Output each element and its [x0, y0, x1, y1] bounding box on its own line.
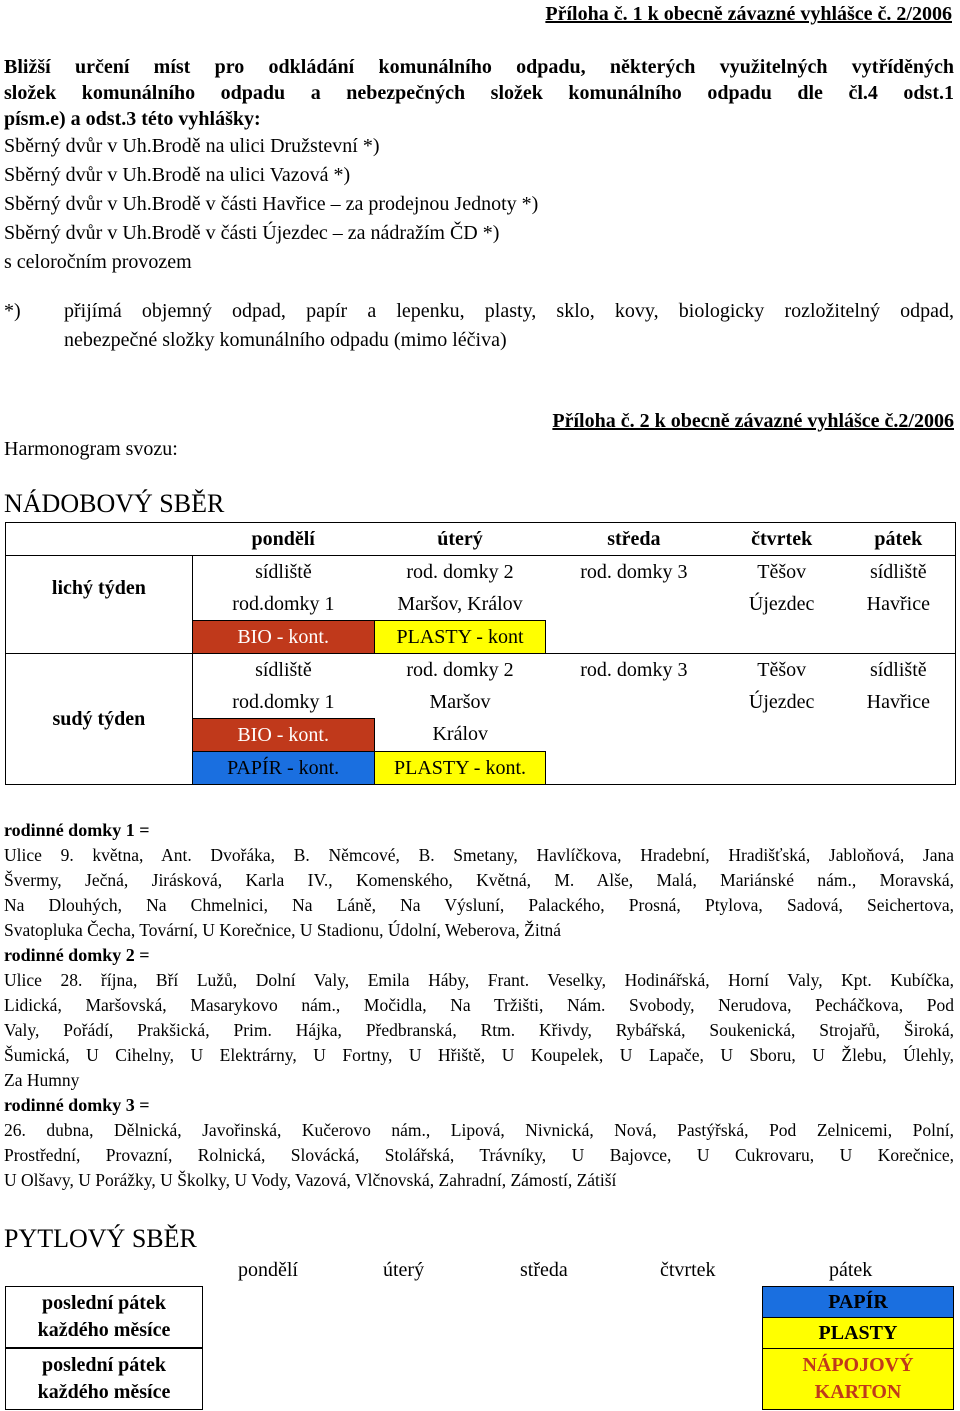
empty-cell [546, 752, 722, 785]
schedule-cell: sídliště [192, 654, 374, 687]
day-header: pondělí [192, 523, 374, 556]
rd1-line: Švermy, Ječná, Jirásková, Karla IV., Komenského, Květná, M. Alše, Malá, Mariánské nám., Moravská, [4, 870, 954, 890]
plastic-container-badge: PLASTY - kont. [374, 752, 546, 785]
site-item: Sběrný dvůr v Uh.Brodě na ulici Vazová *) [4, 164, 351, 186]
section-bag-collection: PYTLOVÝ SBĚR [4, 1224, 197, 1253]
schedule-cell: Těšov [722, 654, 842, 687]
bag-row-label-line: každého měsíce [37, 1319, 171, 1341]
schedule-cell: Těšov [722, 556, 842, 589]
odd-week-label: lichý týden [6, 556, 193, 621]
rd1-line: Svatopluka Čecha, Tovární, U Korečnice, U Stadionu, Údolní, Weberova, Žitná [4, 920, 562, 940]
bag-day-header: úterý [383, 1259, 425, 1281]
site-item: Sběrný dvůr v Uh.Brodě na ulici Družstevní *) [4, 135, 380, 157]
footnote-line: přijímá objemný odpad, papír a lepenku, plasty, sklo, kovy, biologicky rozložitelný odpad, [64, 300, 954, 322]
schedule-cell: Havřice [842, 686, 956, 719]
schedule-cell: rod.domky 1 [232, 592, 335, 615]
bag-day-header: středa [520, 1259, 568, 1281]
carton-line: KARTON [814, 1381, 902, 1403]
footnote-text [64, 297, 954, 355]
rd2-line: Valy, Pořádí, Prakšická, Prim. Hájka, Předbranská, Rtm. Křivdy, Rybářská, Soukenická, Strojařů, Široká, [4, 1020, 954, 1040]
title-line: složek komunálního odpadu a nebezpečných složek komunálního odpadu dle čl.4 odst.1 [4, 82, 954, 104]
empty-cell [842, 719, 956, 752]
plastic-bag-badge: PLASTY [762, 1317, 954, 1349]
schedule-cell: rod. domky 2 [374, 556, 546, 589]
bio-container-badge: BIO - kont. [192, 719, 374, 752]
schedule-cell: rod.domky 1 [232, 690, 335, 713]
empty-cell [722, 752, 842, 785]
rd1-title: rodinné domky 1 = [4, 820, 150, 840]
bag-row-label-line: poslední pátek [42, 1354, 166, 1376]
empty-cell [722, 621, 842, 654]
bag-row-label [5, 1348, 203, 1410]
site-item: Sběrný dvůr v Uh.Brodě v části Havřice – za prodejnou Jednoty *) [4, 193, 539, 215]
empty-cell [842, 752, 956, 785]
rd2-line: Za Humny [4, 1070, 80, 1090]
bio-container-badge: BIO - kont. [192, 621, 374, 654]
schedule-cell: Havřice [842, 588, 956, 621]
schedule-cell: Maršov [429, 690, 491, 713]
annex1-title [4, 54, 954, 132]
schedule-cell: sídliště [842, 654, 956, 687]
empty-cell [546, 719, 722, 752]
schedule-cell: Králov [432, 723, 489, 746]
footnote-mark: *) [4, 300, 21, 322]
street-lists [4, 818, 954, 1193]
empty-cell [546, 621, 722, 654]
day-header: pátek [842, 523, 956, 556]
paper-bag-badge: PAPÍR [762, 1286, 954, 1318]
footnote-line: nebezpečné složky komunálního odpadu (mimo léčiva) [64, 329, 507, 351]
title-line: písm.e) a odst.3 této vyhlášky: [4, 108, 261, 130]
container-schedule-table [5, 522, 956, 785]
schedule-cell: sídliště [192, 556, 374, 589]
annex1-heading: Příloha č. 1 k obecně závazné vyhlášce č. 2/2006 [545, 3, 952, 25]
title-line: Bližší určení míst pro odkládání komunálního odpadu, některých využitelných vytříděných [4, 56, 954, 78]
plastic-container-badge: PLASTY - kont [374, 621, 546, 654]
schedule-cell: rod. domky 2 [374, 654, 546, 687]
empty-cell [842, 621, 956, 654]
paper-container-badge: PAPÍR - kont. [192, 752, 374, 785]
bag-row-label [5, 1286, 203, 1348]
rd2-title: rodinné domky 2 = [4, 945, 150, 965]
bag-row-label-line: poslední pátek [42, 1292, 166, 1314]
section-container-collection: NÁDOBOVÝ SBĚR [4, 489, 225, 518]
rd1-line: Na Dlouhých, Na Chmelnici, Na Láně, Na Výsluní, Palackého, Prosná, Ptylova, Sadová, Seichertova, [4, 895, 954, 915]
empty-cell [722, 719, 842, 752]
schedule-cell: Újezdec [748, 690, 815, 713]
rd1-line: Ulice 9. května, Ant. Dvořáka, B. Němcové, B. Smetany, Havlíčkova, Hradební, Hradišťská, Jabloňová, Jana [4, 845, 954, 865]
annex2-heading: Příloha č. 2 k obecně závazné vyhlášce č.2/2006 [552, 410, 954, 432]
harmonogram-label: Harmonogram svozu: [4, 438, 178, 460]
empty-cell [6, 621, 193, 654]
site-item: s celoročním provozem [4, 251, 192, 273]
rd2-line: Ulice 28. října, Bří Lužů, Dolní Valy, Emila Háby, Frant. Veselky, Hodinářská, Horní Valy, Kpt. Kubíčka, [4, 970, 954, 990]
site-item: Sběrný dvůr v Uh.Brodě v části Újezdec – za nádražím ČD *) [4, 222, 500, 244]
bag-day-header: pátek [829, 1259, 873, 1281]
schedule-cell: sídliště [842, 556, 956, 589]
bag-day-header: čtvrtek [660, 1259, 716, 1281]
day-header: středa [546, 523, 722, 556]
rd3-line: 26. dubna, Dělnická, Javořinská, Kučerovo nám., Lipová, Nivnická, Nová, Pastýřská, Pod Zelnicemi, Polní, [4, 1120, 954, 1140]
schedule-cell: Maršov, Králov [397, 592, 523, 615]
bag-row-label-line: každého měsíce [37, 1381, 171, 1403]
schedule-cell: Újezdec [748, 592, 815, 615]
beverage-carton-badge [762, 1348, 954, 1410]
carton-line: NÁPOJOVÝ [802, 1354, 914, 1376]
rd2-line: Lidická, Maršovská, Masarykovo nám., Močidla, Na Tržišti, Nám. Svobody, Nerudova, Pecháčkova, Pod [4, 995, 954, 1015]
rd3-line: U Olšavy, U Porážky, U Školky, U Vody, Vazová, Vlčnovská, Zahradní, Zámostí, Zátiší [4, 1170, 617, 1190]
schedule-cell [546, 588, 722, 621]
corner-cell [6, 523, 193, 556]
rd2-line: Šumická, U Cihelny, U Elektrárny, U Fortny, U Hřiště, U Koupelek, U Lapače, U Sboru, U Žlebu, Úlehly, [4, 1045, 954, 1065]
schedule-cell: rod. domky 3 [546, 556, 722, 589]
rd3-title: rodinné domky 3 = [4, 1095, 150, 1115]
schedule-cell: rod. domky 3 [546, 654, 722, 687]
day-header: čtvrtek [722, 523, 842, 556]
even-week-label: sudý týden [6, 654, 193, 785]
rd3-line: Prostřední, Provazní, Rolnická, Slovácká, Stolářská, Trávníky, U Bajovce, U Cukrovaru, U Korečnice, [4, 1145, 954, 1165]
bag-day-header: pondělí [238, 1259, 298, 1281]
day-header: úterý [374, 523, 546, 556]
schedule-cell [546, 686, 722, 719]
sites-list [4, 132, 538, 277]
